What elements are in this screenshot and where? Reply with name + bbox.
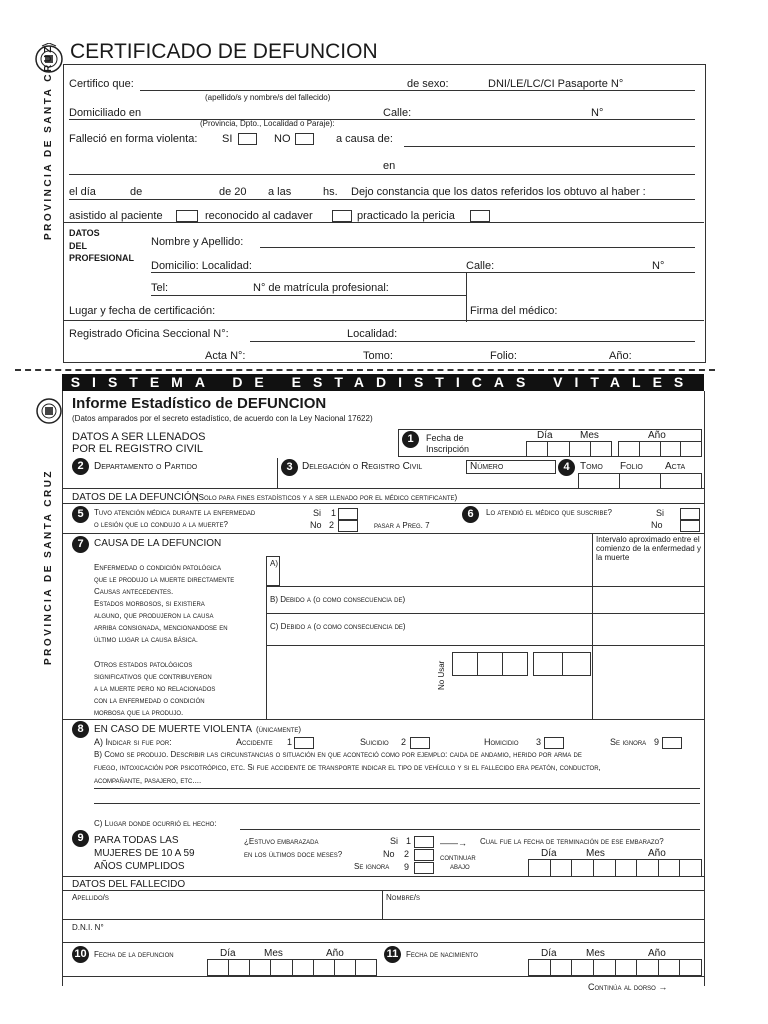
atendio-si-checkbox[interactable] bbox=[680, 508, 700, 520]
atencion-no-checkbox[interactable] bbox=[338, 520, 358, 532]
question-5-badge: 5 bbox=[72, 506, 89, 523]
reconocido-checkbox[interactable] bbox=[332, 210, 352, 222]
dni-line[interactable] bbox=[62, 942, 704, 943]
cual-fecha-label: Cual fue la fecha de terminación de ese embarazo? bbox=[480, 837, 664, 846]
datos-defuncion-note: (Solo para fines estadísticos y a ser llenado por el médico certificante) bbox=[196, 493, 458, 502]
option-3-label: 3 bbox=[536, 737, 542, 747]
homicidio-label: Homicidio bbox=[484, 737, 519, 747]
question-9-badge: 9 bbox=[72, 830, 89, 847]
inscripcion-label: Inscripción bbox=[426, 444, 470, 454]
no-usar-cells-1 bbox=[452, 652, 528, 676]
no-label: No bbox=[383, 849, 395, 859]
continuar-label: continuar bbox=[440, 853, 476, 862]
fecha-defuncion-cells[interactable] bbox=[207, 959, 377, 976]
nombre-apellido-line[interactable] bbox=[260, 247, 695, 248]
causas-antecedentes-label: Causas antecedentes. bbox=[94, 587, 174, 596]
delegacion-label: Delegación o Registro Civil bbox=[302, 461, 423, 472]
certificate-title: CERTIFICADO DE DEFUNCION bbox=[70, 40, 378, 63]
causa-a-label: A) bbox=[270, 559, 278, 568]
se-ignora-checkbox[interactable] bbox=[662, 737, 682, 749]
de20-label: de 20 bbox=[219, 186, 247, 198]
fecha-nacimiento-label: Fecha de nacimiento bbox=[406, 950, 478, 959]
mes-header: Mes bbox=[586, 948, 605, 959]
a-las-label: a las bbox=[268, 186, 292, 198]
como-produjo-text-3: acompañante, pasajero, etc.... bbox=[94, 776, 202, 785]
option-2-label: 2 bbox=[404, 849, 410, 859]
firma-label: Firma del médico: bbox=[470, 305, 558, 317]
province-side-label: PROVINCIA DE SANTA CRUZ bbox=[43, 43, 54, 240]
indicar-label: A) Indicar si fue por: bbox=[94, 737, 172, 747]
si-label: Si bbox=[656, 508, 665, 518]
sexo-label: de sexo: bbox=[407, 78, 449, 90]
mujeres-label-3: AÑOS CUMPLIDOS bbox=[94, 861, 185, 872]
otros-label-1: Otros estados patológicos bbox=[94, 660, 193, 669]
no-usar-label: No Usar bbox=[437, 660, 446, 690]
accidente-checkbox[interactable] bbox=[294, 737, 314, 749]
province-side-label: PROVINCIA DE SANTA CRUZ bbox=[43, 468, 54, 665]
lugar-fecha-label: Lugar y fecha de certificación: bbox=[69, 305, 216, 317]
mes-header: Mes bbox=[580, 430, 599, 441]
como-produjo-line-2[interactable] bbox=[94, 803, 700, 804]
informe-left-border bbox=[62, 391, 63, 986]
domicilio-localidad-label: Domicilio: Localidad: bbox=[151, 260, 252, 272]
nombre-label: Nombre/s bbox=[386, 893, 421, 902]
causa-b-line[interactable] bbox=[266, 613, 704, 614]
folio-label: Folio: bbox=[490, 350, 517, 362]
mes-header: Mes bbox=[264, 948, 283, 959]
causa-line[interactable] bbox=[404, 146, 695, 147]
si-label: Si bbox=[390, 836, 399, 846]
dia-header: Día bbox=[220, 948, 236, 959]
violenta-si-checkbox[interactable] bbox=[238, 133, 257, 145]
matricula-label: N° de matrícula profesional: bbox=[253, 282, 389, 294]
domiciliado-label: Domiciliado en bbox=[69, 107, 142, 119]
anio-header: Año bbox=[648, 848, 666, 859]
el-dia-label: el día bbox=[69, 186, 96, 198]
fallecio-label: Falleció en forma violenta: bbox=[69, 133, 198, 145]
asistido-checkbox[interactable] bbox=[176, 210, 198, 222]
datos-defuncion-label: DATOS DE LA DEFUNCIÓN bbox=[72, 492, 199, 503]
divider bbox=[63, 222, 704, 223]
no-label: No bbox=[651, 520, 663, 530]
reconocido-label: reconocido al cadaver bbox=[205, 210, 313, 222]
continua-dorso-label: Continúa al dorso → bbox=[588, 982, 668, 992]
como-produjo-text-2: fuego, intoxicación por psicotrópico, etc. Si fue accidente de transporte indicar el tipo de vehículo y si el fallecido era peatón, conductor, bbox=[94, 763, 601, 772]
registrado-label: Registrado Oficina Seccional N°: bbox=[69, 328, 229, 340]
violenta-no-checkbox[interactable] bbox=[295, 133, 314, 145]
causa-a-line[interactable] bbox=[266, 586, 704, 587]
abajo-label: abajo bbox=[450, 862, 470, 871]
otros-label-5: morbosa que la produjo. bbox=[94, 708, 184, 717]
informe-right-border bbox=[704, 391, 705, 986]
apellido-label: Apellido/s bbox=[72, 893, 109, 902]
estados-label-1: Estados morbosos, si existiera bbox=[94, 599, 205, 608]
mujeres-label-1: PARA TODAS LAS bbox=[94, 835, 179, 846]
localidad-label: Localidad: bbox=[347, 328, 398, 340]
embarazada-no-checkbox[interactable] bbox=[414, 849, 434, 861]
fecha-embarazo-cells[interactable] bbox=[528, 859, 702, 877]
unicamente-note: (únicamente) bbox=[256, 725, 301, 734]
no-usar-cells-2 bbox=[533, 652, 591, 676]
registro-civil-label: POR EL REGISTRO CIVIL bbox=[72, 443, 204, 455]
question-8-badge: 8 bbox=[72, 721, 89, 738]
arrow-icon: ——→ bbox=[440, 838, 467, 848]
fecha-inscripcion-anio-cells[interactable] bbox=[618, 441, 702, 457]
datos-llenar-label: DATOS A SER LLENADOS bbox=[72, 431, 206, 443]
dia-header: Día bbox=[537, 430, 553, 441]
fecha-nacimiento-cells[interactable] bbox=[528, 959, 702, 976]
option-2-label: 2 bbox=[329, 520, 335, 530]
embarazada-label-1: ¿Estuvo embarazada bbox=[244, 837, 319, 846]
tel-label: Tel: bbox=[151, 282, 169, 294]
divider bbox=[63, 320, 704, 321]
divider bbox=[466, 272, 467, 322]
acta-label: Acta N°: bbox=[205, 350, 246, 362]
enfermedad-label-2: que le produjo la muerte directamente bbox=[94, 575, 235, 584]
estados-label-4: último lugar la causa básica. bbox=[94, 635, 199, 644]
tel-line[interactable] bbox=[151, 295, 466, 296]
certifico-line[interactable] bbox=[140, 90, 695, 91]
pasar-pregunta-label: pasar a Preg. 7 bbox=[374, 521, 430, 530]
anio-header: Año bbox=[648, 948, 666, 959]
datos-profesional-label-1: DATOS bbox=[69, 228, 100, 238]
divider bbox=[592, 533, 593, 719]
otros-label-4: con la enfermedad o condición bbox=[94, 696, 205, 705]
option-1-label: 1 bbox=[287, 737, 293, 747]
divider bbox=[62, 533, 704, 534]
provincia-hint: (Provincia, Dpto., Localidad o Paraje): bbox=[200, 119, 335, 128]
divider bbox=[62, 976, 704, 977]
fecha-inscripcion-dia-mes-cells[interactable] bbox=[526, 441, 612, 457]
tomo-header: Tomo bbox=[580, 461, 603, 472]
registrado-line[interactable] bbox=[250, 341, 695, 342]
dni-label: D.N.I. N° bbox=[72, 923, 104, 932]
dejo-constancia-text: Dejo constancia que los datos referidos los obtuvo al haber : bbox=[351, 186, 646, 198]
atendio-no-checkbox[interactable] bbox=[680, 520, 700, 532]
anio-label: Año: bbox=[609, 350, 632, 362]
lugar-hecho-line[interactable] bbox=[240, 829, 700, 830]
informe-title: Informe Estadístico de DEFUNCION bbox=[72, 395, 327, 412]
numero-label: N° bbox=[591, 107, 604, 119]
dia-header: Día bbox=[541, 848, 557, 859]
suicidio-label: Suicidio bbox=[360, 737, 389, 747]
option-1-label: 1 bbox=[331, 508, 337, 518]
folio-header: Folio bbox=[620, 461, 643, 472]
tomo-folio-acta-cells[interactable] bbox=[578, 473, 702, 489]
datos-profesional-label-2: DEL bbox=[69, 241, 87, 251]
no-label: NO bbox=[274, 133, 291, 145]
practicado-label: practicado la pericia bbox=[357, 210, 455, 222]
question-2-badge: 2 bbox=[72, 458, 89, 475]
embarazada-si-checkbox[interactable] bbox=[414, 836, 434, 848]
option-9-label: 9 bbox=[654, 737, 660, 747]
cut-line bbox=[15, 369, 715, 371]
mujeres-label-2: MUJERES DE 10 A 59 bbox=[94, 848, 195, 859]
dia-header: Día bbox=[541, 948, 557, 959]
divider bbox=[62, 719, 704, 720]
option-9-label: 9 bbox=[404, 862, 410, 872]
practicado-checkbox[interactable] bbox=[470, 210, 490, 222]
tuvo-atencion-label-2: o lesión que lo condujo a la muerte? bbox=[94, 520, 228, 529]
departamento-label: Departamento o Partido bbox=[94, 461, 198, 472]
question-7-badge: 7 bbox=[72, 536, 89, 553]
causa-c-label: C) Debido a (o como consecuencia de) bbox=[270, 622, 406, 631]
question-10-badge: 10 bbox=[72, 946, 89, 963]
numero-label: Número bbox=[470, 461, 504, 472]
numero2-label: N° bbox=[652, 260, 665, 272]
question-1-badge: 1 bbox=[402, 431, 419, 448]
accidente-label: Accidente bbox=[236, 737, 273, 747]
mes-header: Mes bbox=[586, 848, 605, 859]
datos-fallecido-label: DATOS DEL FALLECIDO bbox=[72, 879, 186, 890]
como-produjo-line-1[interactable] bbox=[94, 788, 700, 789]
question-4-badge: 4 bbox=[558, 459, 575, 476]
enfermedad-label-1: Enfermedad o condición patológica bbox=[94, 563, 222, 572]
a-causa-label: a causa de: bbox=[336, 133, 393, 145]
certifico-label: Certifico que: bbox=[69, 78, 134, 90]
otros-label-3: a la muerte pero no relacionados bbox=[94, 684, 216, 693]
divider bbox=[266, 586, 267, 719]
informe-subtitle: (Datos amparados por el secreto estadístico, de acuerdo con la Ley Nacional 17622) bbox=[72, 414, 373, 423]
tuvo-atencion-label: Tuvo atención médica durante la enfermedad bbox=[94, 508, 256, 517]
calle-label: Calle: bbox=[383, 107, 412, 119]
en-label: en bbox=[383, 160, 396, 172]
estados-label-3: arriba consignada, mencionandose en bbox=[94, 623, 228, 632]
muerte-violenta-label: EN CASO DE MUERTE VIOLENTA bbox=[94, 724, 252, 735]
como-produjo-text-1: B) Como se produjo. Describir las circunstancias o situación en que aconteció como por ejemplo: caida de andamio, herido por arma de bbox=[94, 750, 582, 759]
dia-line[interactable] bbox=[69, 199, 695, 200]
no-label: No bbox=[310, 520, 322, 530]
anio-header: Año bbox=[648, 430, 666, 441]
fecha-inscripcion-label: Fecha de bbox=[426, 433, 464, 443]
acta-header: Acta bbox=[665, 461, 686, 472]
homicidio-checkbox[interactable] bbox=[544, 737, 564, 749]
divider bbox=[382, 890, 383, 920]
apellido-hint: (apellido/s y nombre/s del fallecido) bbox=[205, 93, 331, 102]
si-label: SI bbox=[222, 133, 233, 145]
causa-c-line[interactable] bbox=[266, 645, 704, 646]
option-2-label: 2 bbox=[401, 737, 407, 747]
divider bbox=[62, 876, 704, 877]
anio-header: Año bbox=[326, 948, 344, 959]
de-label: de bbox=[130, 186, 143, 198]
en-line[interactable] bbox=[69, 174, 695, 175]
fecha-defuncion-label: Fecha de la defuncion bbox=[94, 950, 174, 959]
question-6-badge: 6 bbox=[462, 506, 479, 523]
embarazada-ignora-checkbox[interactable] bbox=[414, 862, 434, 874]
divider bbox=[62, 488, 704, 489]
question-3-badge: 3 bbox=[281, 459, 298, 476]
otros-label-2: significativos que contribuyeron bbox=[94, 672, 212, 681]
suicidio-checkbox[interactable] bbox=[410, 737, 430, 749]
divider bbox=[62, 503, 704, 504]
estados-label-2: alguno, que produjeron la causa bbox=[94, 611, 214, 620]
estadisticas-vitales-band: SISTEMA DE ESTADISTICAS VITALES bbox=[62, 374, 704, 391]
document-label: DNI/LE/LC/CI Pasaporte N° bbox=[488, 78, 624, 90]
domicilio-line[interactable] bbox=[69, 119, 695, 120]
calle2-label: Calle: bbox=[466, 260, 495, 272]
domicilio-profesional-line[interactable] bbox=[151, 272, 695, 273]
question-11-badge: 11 bbox=[384, 946, 401, 963]
se-ignora-label: Se ignora bbox=[610, 737, 647, 747]
divider bbox=[277, 458, 278, 488]
divider bbox=[62, 890, 704, 891]
hs-label: hs. bbox=[323, 186, 338, 198]
province-seal-icon bbox=[34, 396, 64, 428]
apellido-nombre-line[interactable] bbox=[62, 919, 704, 920]
option-1-label: 1 bbox=[406, 836, 412, 846]
lugar-hecho-label: C) Lugar donde ocurrió el hecho: bbox=[94, 819, 217, 828]
intervalo-label: Intervalo aproximado entre el comienzo de la enfermedad y la muerte bbox=[596, 535, 701, 562]
lo-atendio-label: Lo atendió el médico que suscribe? bbox=[486, 508, 612, 517]
tomo-label: Tomo: bbox=[363, 350, 393, 362]
embarazada-label-2: en los últimos doce meses? bbox=[244, 850, 343, 859]
datos-profesional-label-3: PROFESIONAL bbox=[69, 253, 135, 263]
causa-b-label: B) Debido a (o como consecuencia de) bbox=[270, 595, 406, 604]
asistido-label: asistido al paciente bbox=[69, 210, 163, 222]
atencion-si-checkbox[interactable] bbox=[338, 508, 358, 520]
causa-defuncion-label: CAUSA DE LA DEFUNCION bbox=[94, 538, 222, 549]
se-ignora-label: Se ignora bbox=[354, 862, 390, 871]
si-label: Si bbox=[313, 508, 322, 518]
nombre-apellido-label: Nombre y Apellido: bbox=[151, 236, 244, 248]
